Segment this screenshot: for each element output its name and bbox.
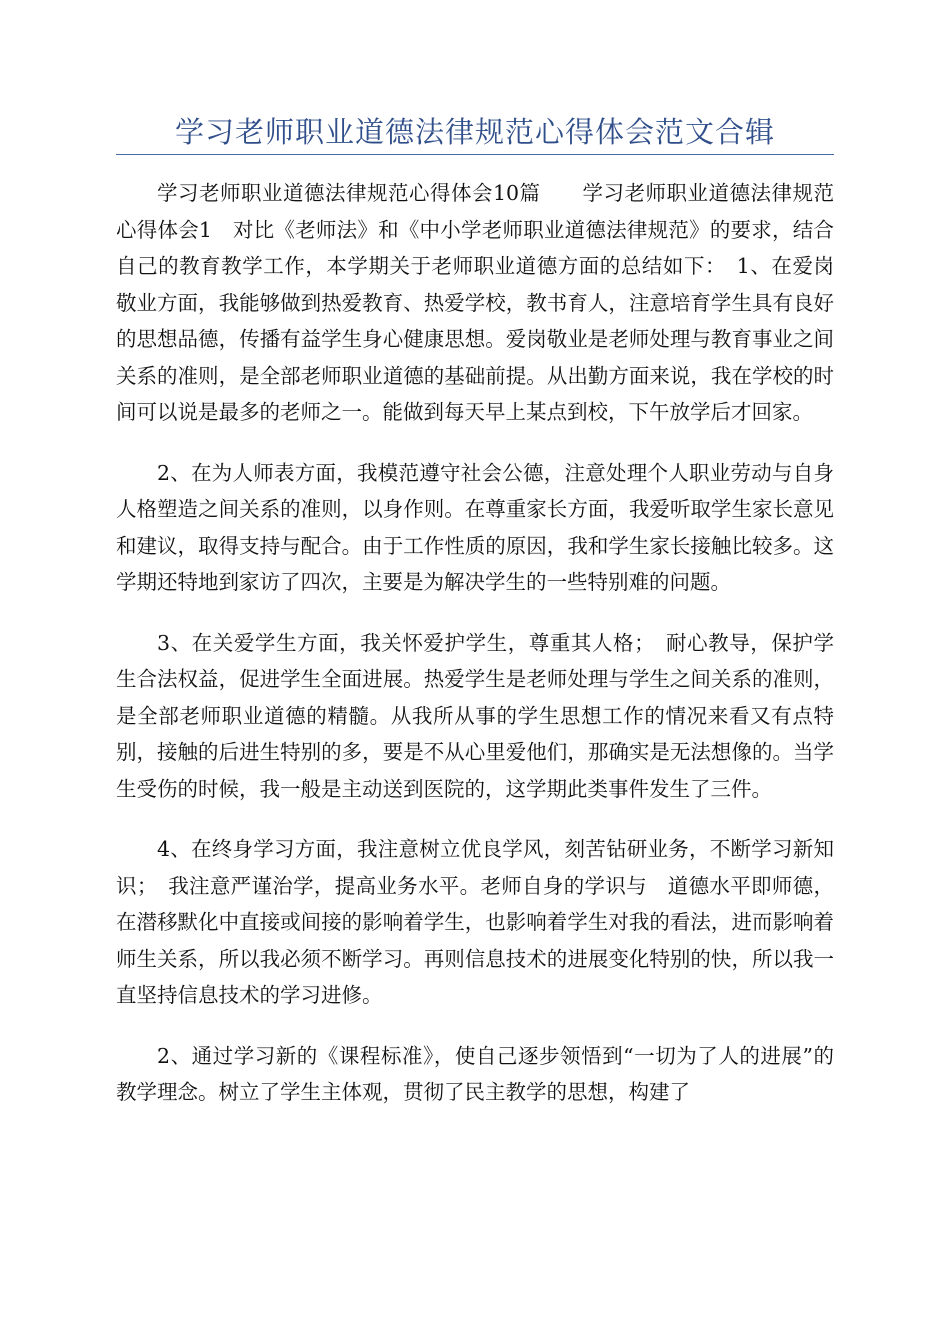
paragraph-4: 4、在终身学习方面，我注意树立优良学风，刻苦钻研业务，不断学习新知识； 我注意严谨治学，提高业务水平。老师自身的学识与 道德水平即师德，在潜移默化中直接或间接的影响着学生，也影响着学生对我的看法，进而影响着师生关系，所以我必须不断学习。再则信息技术的进展变化特别的快，所以我一直坚持信息技术的学习进修。 — [116, 837, 834, 1007]
document-title: 学习老师职业道德法律规范心得体会范文合辑 — [174, 115, 775, 149]
paragraph-5: 2、通过学习新的《课程标准》，使自己逐步领悟到“一切为了人的进展”的教学理念。树立了学生主体观，贯彻了民主教学的思想，构建了 — [116, 1043, 834, 1104]
paragraph-2: 2、在为人师表方面，我模范遵守社会公德，注意处理个人职业劳动与自身人格塑造之间关系的准则，以身作则。在尊重家长方面，我爱听取学生家长意见和建议，取得支持与配合。由于工作性质的原因，我和学生家长接触比较多。这学期还特地到家访了四次，主要是为解决学生的一些特别难的问题。 — [116, 460, 834, 594]
title-underline — [116, 154, 834, 155]
document-body — [116, 175, 834, 1135]
paragraph-1: 学习老师职业道德法律规范心得体会10篇 学习老师职业道德法律规范心得体会1 对比《老师法》和《中小学老师职业道德法律规范》的要求，结合自己的教育教学工作，本学期关于老师职业道德方面的总结如下： 1、在爱岗敬业方面，我能够做到热爱教育、热爱学校，教书育人，注意培育学生具有良好的思想品德，传播有益学生身心健康思想。爱岗敬业是老师处理与教育事业之间关系的准则，是全部老师职业道德的基础前提。从出勤方面来说，我在学校的时间可以说是最多的老师之一。能做到每天早上某点到校，下午放学后才回家。 — [116, 181, 834, 424]
paragraph-3: 3、在关爱学生方面，我关怀爱护学生，尊重其人格； 耐心教导，保护学生合法权益，促进学生全面进展。热爱学生是老师处理与学生之间关系的准则，是全部老师职业道德的精髓。从我所从事的学生思想工作的情况来看又有点特别，接触的后进生特别的多，要是不从心里爱他们，那确实是无法想像的。当学生受伤的时候，我一般是主动送到医院的，这学期此类事件发生了三件。 — [116, 630, 834, 801]
